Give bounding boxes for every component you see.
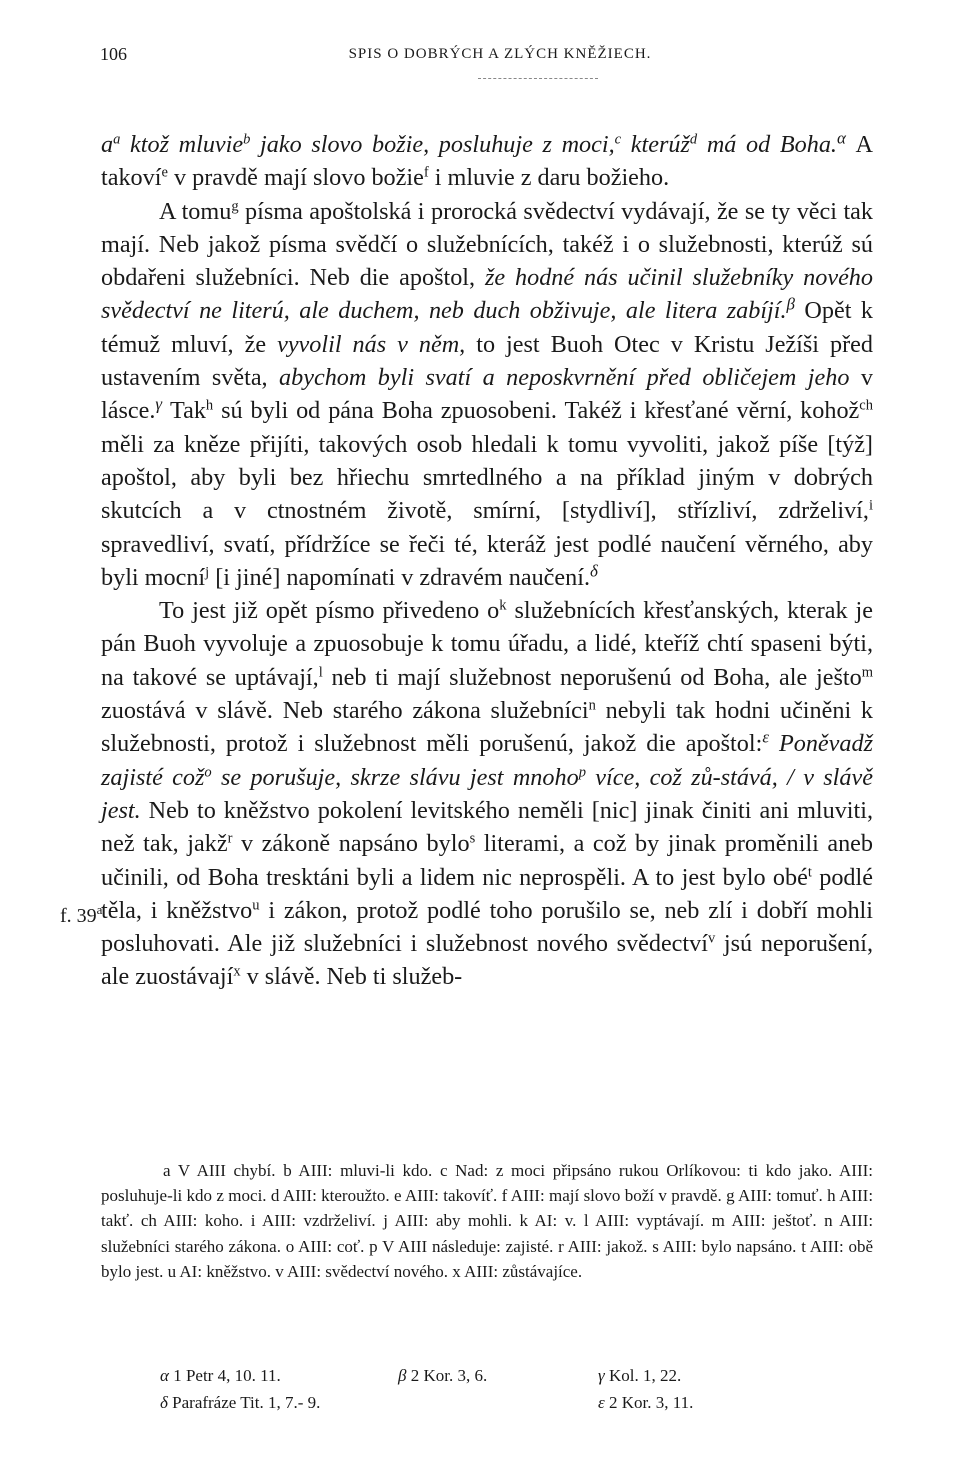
- footnotes: [101, 1158, 873, 1284]
- reference-row: [160, 1389, 800, 1416]
- running-title: SPIS O DOBRÝCH A ZLÝCH KNĚŽIECH.: [348, 46, 652, 62]
- footnote: x AIII: zůstávajíce.: [452, 1261, 583, 1281]
- footnote: v AIII: svědectví nového.: [275, 1261, 449, 1281]
- footnote: g AIII: tomuť.: [726, 1186, 823, 1206]
- footnote: h AIII: takť.: [101, 1186, 874, 1231]
- reference: δ Parafráze Tit. 1, 7.- 9.: [160, 1393, 321, 1412]
- footnote-block: [101, 1158, 873, 1284]
- footnote: r AIII: jakož.: [558, 1236, 648, 1256]
- footnote: u AI: kněžstvo.: [167, 1261, 271, 1281]
- footnote: c Nad: z moci připsáno rukou Orlíkovou: ti kdo jako.: [439, 1161, 833, 1180]
- page-number: 106: [100, 44, 127, 64]
- footnote: b AIII: mluvi-li kdo.: [283, 1161, 433, 1180]
- footnote: m AIII: ještoť.: [711, 1211, 817, 1231]
- main-text: [101, 128, 873, 994]
- reference: γ Kol. 1, 22.: [598, 1366, 682, 1385]
- footnote: k AI: v.: [519, 1211, 577, 1231]
- footnote: j AIII: aby mohli.: [383, 1211, 512, 1231]
- paragraph: $a^a$ ktož mluvie$^b$ jako slovo božie, posluhuje z moci,$^c$ kterúž$^d$ má od Boha.$^\alpha$ A takoví$^e$ v pravdě mají slovo božie$^f$ i mluvie z daru božieho.: [101, 128, 873, 192]
- footnote: d AIII: kteroužto.: [270, 1186, 390, 1206]
- footnote: s AIII: bylo napsáno.: [652, 1236, 797, 1256]
- folio-marker: [60, 902, 103, 928]
- reference: β 2 Kor. 3, 6.: [398, 1366, 488, 1385]
- paragraph: A tomu$^g$ písma apoštolská i prorocká svědectví vydávají, že se ty věci tak mají. Neb jakož písma svědčí o služebnících, takéž i o služebnosti, kterúž sú obdařeni služebníci. Neb die apoštol, že hodné nás učinil služebníky nového svědectví ne literú, ale duchem, neb duch obživuje, ale litera zabíjí.$^\beta$ Opět k témuž mluví, že vyvolil nás v něm, to jest Buoh Otec v Kristu Ježíši před ustavením světa, abychom byli svatí a neposkvrnění před obličejem jeho v lásce.$^\gamma$ Tak$^h$ sú byli od pána Boha zpuosobeni. Takéž i křesťané věrní, kohož$^{ch}$ měli za kněze přijíti, takových osob hledali k tomu vyvoliti, jakož píše [týž] apoštol, aby byli bez hřiechu smrtedlného a na příklad jiným v dobrých skutcích a v ctnostném životě, smírní, [stydliví], střízliví, zdrželiví,$^i$ spravedliví, svatí, přídržíce se řeči té, kteráž jest podlé naučení věrného, aby byli mocní$^j$ [i jiné] napomínati v zdravém naučení.$^\delta$: [101, 197, 874, 591]
- footnote: i AIII: vzdrželiví.: [250, 1211, 376, 1231]
- footnote: p V AIII následuje: zajisté.: [369, 1236, 554, 1256]
- footnote: ch AIII: koho.: [140, 1211, 244, 1231]
- reference: ε 2 Kor. 3, 11.: [598, 1393, 694, 1412]
- scripture-references: [160, 1362, 800, 1416]
- footnote: AIII: posluhuje-li kdo z moci.: [101, 1161, 874, 1206]
- footnote: e AIII: takovíť.: [393, 1186, 498, 1206]
- reference: α 1 Petr 4, 10. 11.: [160, 1366, 281, 1385]
- footnote: a V AIII chybí.: [163, 1161, 276, 1180]
- footnote: t AIII: obě bylo jest.: [101, 1236, 874, 1281]
- paragraph: To jest již opět písmo přivedeno $o^k$ služebnících křesťanských, kterak je pán Buoh vyvoluje a zpuosobuje k tomu úřadu, a lidé, kteříž chtí spaseni býti, na takové se uptávají,$^l$ neb ti mají služebnost neporušenú od Boha, ale ješto$^m$ zuostává v slávě. Neb starého zákona služebníci$^n$ nebyli tak hodni učiněni k služebnosti, protož i služebnost měli porušenú, jakož die apoštol:$^\varepsilon$ Poněvadž zajisté což$^o$ se porušuje, skrze slávu jest mnoho$^p$ více, což zů-stává, / v slávě jest. Neb to kněžstvo pokolení levitského neměli [nic] jinak činiti ani mluviti, než tak, jakž$^r$ v zákoně napsáno bylo$^s$ literami, a což by jinak proměnili aneb učinili, od Boha tresktáni byli a lidem nic neprospěli. A to jest bylo obé$^t$ podlé těla, i kněžstvo$^u$ i zákon, protož podlé toho porušilo se, neb zlí i dobří mohli posluhovati. Ale již služebníci i služebnost nového svědectví$^v$ jsú neporušení, ale zuostávají$^x$ v slávě. Neb ti služeb-: [101, 597, 874, 991]
- footnote: n AIII: služebníci starého zákona.: [101, 1211, 874, 1256]
- folio-label: f. 39: [60, 905, 97, 927]
- footnote: o AIII: coť.: [285, 1236, 365, 1256]
- folio-side: a: [96, 902, 103, 918]
- header-rule: [478, 78, 598, 79]
- reference-row: [160, 1362, 800, 1389]
- footnote: l AIII: vyptávají.: [583, 1211, 705, 1231]
- footnote: f AIII: mají slovo boží v pravdě.: [501, 1186, 722, 1206]
